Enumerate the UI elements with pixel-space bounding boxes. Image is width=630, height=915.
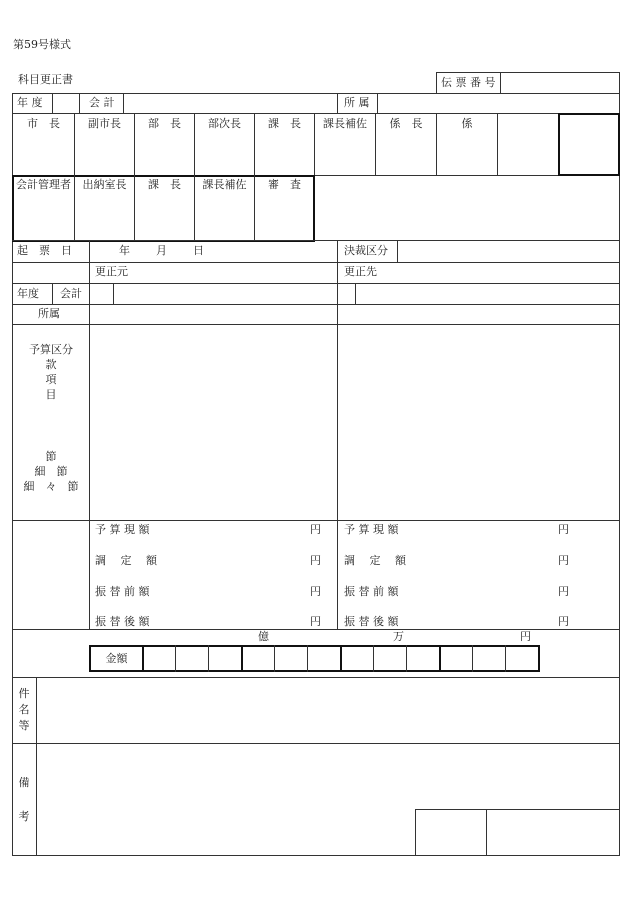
approver-assistant-chief-label: 課長補佐 <box>323 117 367 130</box>
budget-category-label: 予算区分 <box>29 343 73 356</box>
remarks-label-1: 備 <box>18 776 30 789</box>
target-account-field[interactable] <box>356 284 618 303</box>
header-account-field[interactable] <box>124 94 336 112</box>
header-year-label: 年 度 <box>17 96 43 109</box>
approver-mayor-label: 市 長 <box>27 117 60 130</box>
target-dept-field[interactable] <box>338 305 618 323</box>
approver-audit-label: 審 査 <box>268 178 301 191</box>
target-assessed-amount-label: 調 定 額 <box>344 554 406 567</box>
source-account-label: 会計 <box>60 287 82 300</box>
remarks-field[interactable] <box>37 744 414 854</box>
source-section-label: 更正元 <box>95 265 128 278</box>
yen-unit: 円 <box>310 585 321 598</box>
voucher-number-label: 伝 票 番 号 <box>441 76 496 89</box>
yen-unit: 円 <box>310 615 321 628</box>
special-seal-box[interactable] <box>558 113 620 176</box>
header-account-label: 会 計 <box>89 96 115 109</box>
form-number: 第59号様式 <box>13 38 71 51</box>
source-amount-fields[interactable] <box>170 521 306 629</box>
subject-label: 件 名 等 <box>18 687 30 732</box>
target-before-transfer-label: 振 替 前 額 <box>344 585 399 598</box>
budget-saisaisetsu-label: 細 々 節 <box>23 480 79 493</box>
approver-unit-chief-label: 係 長 <box>389 117 423 130</box>
amount-label: 金額 <box>105 652 128 665</box>
form-title: 科目更正書 <box>18 73 73 86</box>
source-account-field[interactable] <box>114 284 336 303</box>
approver-deputy-mayor-label: 副市長 <box>88 117 121 130</box>
draft-year-label: 年 <box>119 244 130 257</box>
source-assessed-amount-label: 調 定 額 <box>95 554 157 567</box>
approver-section-chief-label: 課 長 <box>268 117 301 130</box>
yen-unit: 円 <box>310 554 321 567</box>
source-budget-amount-label: 予 算 現 額 <box>95 523 150 536</box>
source-before-transfer-label: 振 替 前 額 <box>95 585 150 598</box>
voucher-number-field[interactable] <box>501 73 619 92</box>
approver-assistant-chief-2-label: 課長補佐 <box>202 178 247 191</box>
yen-unit: 円 <box>558 523 569 536</box>
budget-moku-label: 目 <box>45 388 57 401</box>
budget-setsu-label: 節 <box>45 450 57 463</box>
subject-field[interactable] <box>37 678 618 743</box>
header-year-field[interactable] <box>53 94 78 112</box>
decision-category-field[interactable] <box>398 241 618 261</box>
unit-man: 万 <box>393 630 404 643</box>
approver-staff-label: 係 <box>461 117 473 130</box>
draft-date-label: 起 票 日 <box>17 244 72 257</box>
target-amount-fields[interactable] <box>420 521 554 629</box>
approver-section-chief-2-label: 課 長 <box>148 178 181 191</box>
unit-oku: 億 <box>258 630 269 643</box>
draft-day-label: 日 <box>193 244 204 257</box>
source-budget-field[interactable] <box>90 325 336 520</box>
approver-director-label: 部 長 <box>148 117 181 130</box>
source-year-label: 年度 <box>17 287 39 300</box>
header-dept-field[interactable] <box>378 94 618 112</box>
source-dept-field[interactable] <box>90 305 336 323</box>
target-budget-field[interactable] <box>338 325 618 520</box>
approver-accounting-manager-label: 会計管理者 <box>16 178 71 191</box>
stamp-box-1[interactable] <box>416 810 486 855</box>
budget-saisetsu-label: 細 節 <box>34 465 68 478</box>
header-dept-label: 所 属 <box>344 96 370 109</box>
remarks-label-2: 考 <box>18 810 30 823</box>
yen-unit: 円 <box>558 615 569 628</box>
target-after-transfer-label: 振 替 後 額 <box>344 615 399 628</box>
approver-deputy-director-label: 部次長 <box>208 117 241 130</box>
source-after-transfer-label: 振 替 後 額 <box>95 615 150 628</box>
decision-category-label: 決裁区分 <box>344 244 388 257</box>
target-section-label: 更正先 <box>344 265 377 278</box>
unit-yen: 円 <box>520 630 531 643</box>
source-dept-label: 所属 <box>38 307 60 320</box>
budget-kou-label: 項 <box>45 373 57 386</box>
stamp-box-2[interactable] <box>487 810 618 855</box>
draft-month-label: 月 <box>156 244 167 257</box>
target-budget-amount-label: 予 算 現 額 <box>344 523 399 536</box>
yen-unit: 円 <box>558 585 569 598</box>
budget-kan-label: 款 <box>45 358 57 371</box>
yen-unit: 円 <box>558 554 569 567</box>
yen-unit: 円 <box>310 523 321 536</box>
approver-treasury-chief-label: 出納室長 <box>82 178 127 191</box>
